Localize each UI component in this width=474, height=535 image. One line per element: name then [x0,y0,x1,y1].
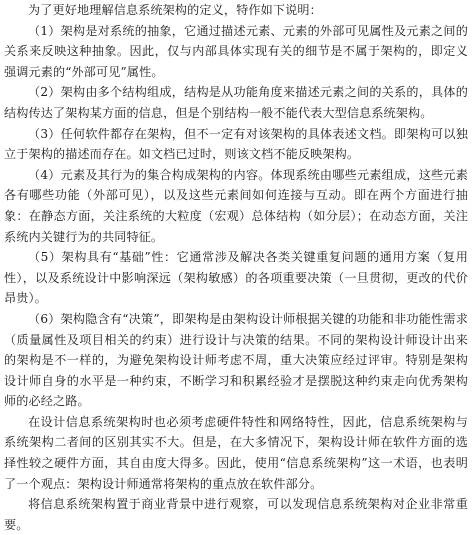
intro-paragraph: 为了更好地理解信息系统架构的定义，特作如下说明： [28,3,322,17]
business-context-paragraph: 将信息系统架构置于商业背景中进行观察，可以发现信息系统架构对企业非常重要。 [4,497,468,532]
system-architecture-paragraph: 在设计信息系统架构时也必须考虑硬件特性和网络特性，因此，信息系统架构与系统架构二者间的区别其实不大。但是，在大多情况下，架构设计师在软件方面的选择性较之硬件方面，其自由度大得多。因此，使用“信息系统架构”这一术语，也表明了一个观点：架构设计师通常将架构的重点放在软件部分。 [4,414,468,491]
note-3-paragraph: （3）任何软件都存在架构，但不一定有对该架构的具体表述文档。即架构可以独立于架构的描述而存在。如文档已过时，则该文档不能反映架构。 [4,126,468,162]
note-5-paragraph: （5）架构具有“基础”性：它通常涉及解决各类关键重复问题的通用方案（复用性），以及系统设计中影响深远（架构敏感）的各项重要决策（一旦贯彻，更改的代价昂贵）。 [4,250,468,306]
note-4-paragraph: （4）元素及其行为的集合构成架构的内容。体现系统由哪些元素组成，这些元素各有哪些功能（外部可见），以及这些元素间如何连接与互动。即在两个方面进行抽象：在静态方面，关注系统的大粒度（宏观）总体结构（如分层）；在动态方面，关注系统内关键行为的共同特征。 [4,167,468,244]
note-2-paragraph: （2）架构由多个结构组成，结构是从功能角度来描述元素之间的关系的，具体的结构传达了架构某方面的信息，但是个别结构一般不能代表大型信息系统架构。 [4,85,468,120]
note-1-paragraph: （1）架构是对系统的抽象，它通过描述元素、元素的外部可见属性及元素之间的关系来反映这种抽象。因此，仅与内部具体实现有关的细节是不属于架构的，即定义强调元素的“外部可见”属性。 [4,23,468,79]
note-6-paragraph: （6）架构隐含有“决策”，即架构是由架构设计师根据关键的功能和非功能性需求（质量属性及项目相关的约束）进行设计与决策的结果。不同的架构设计师设计出来的架构是不一样的，为避免架构设计师考虑不周，重大决策应经过评审。特别是架构设计师自身的水平是一种约束，不断学习和积累经验才是摆脱这种约束走向优秀架构师的必经之路。 [4,311,468,409]
